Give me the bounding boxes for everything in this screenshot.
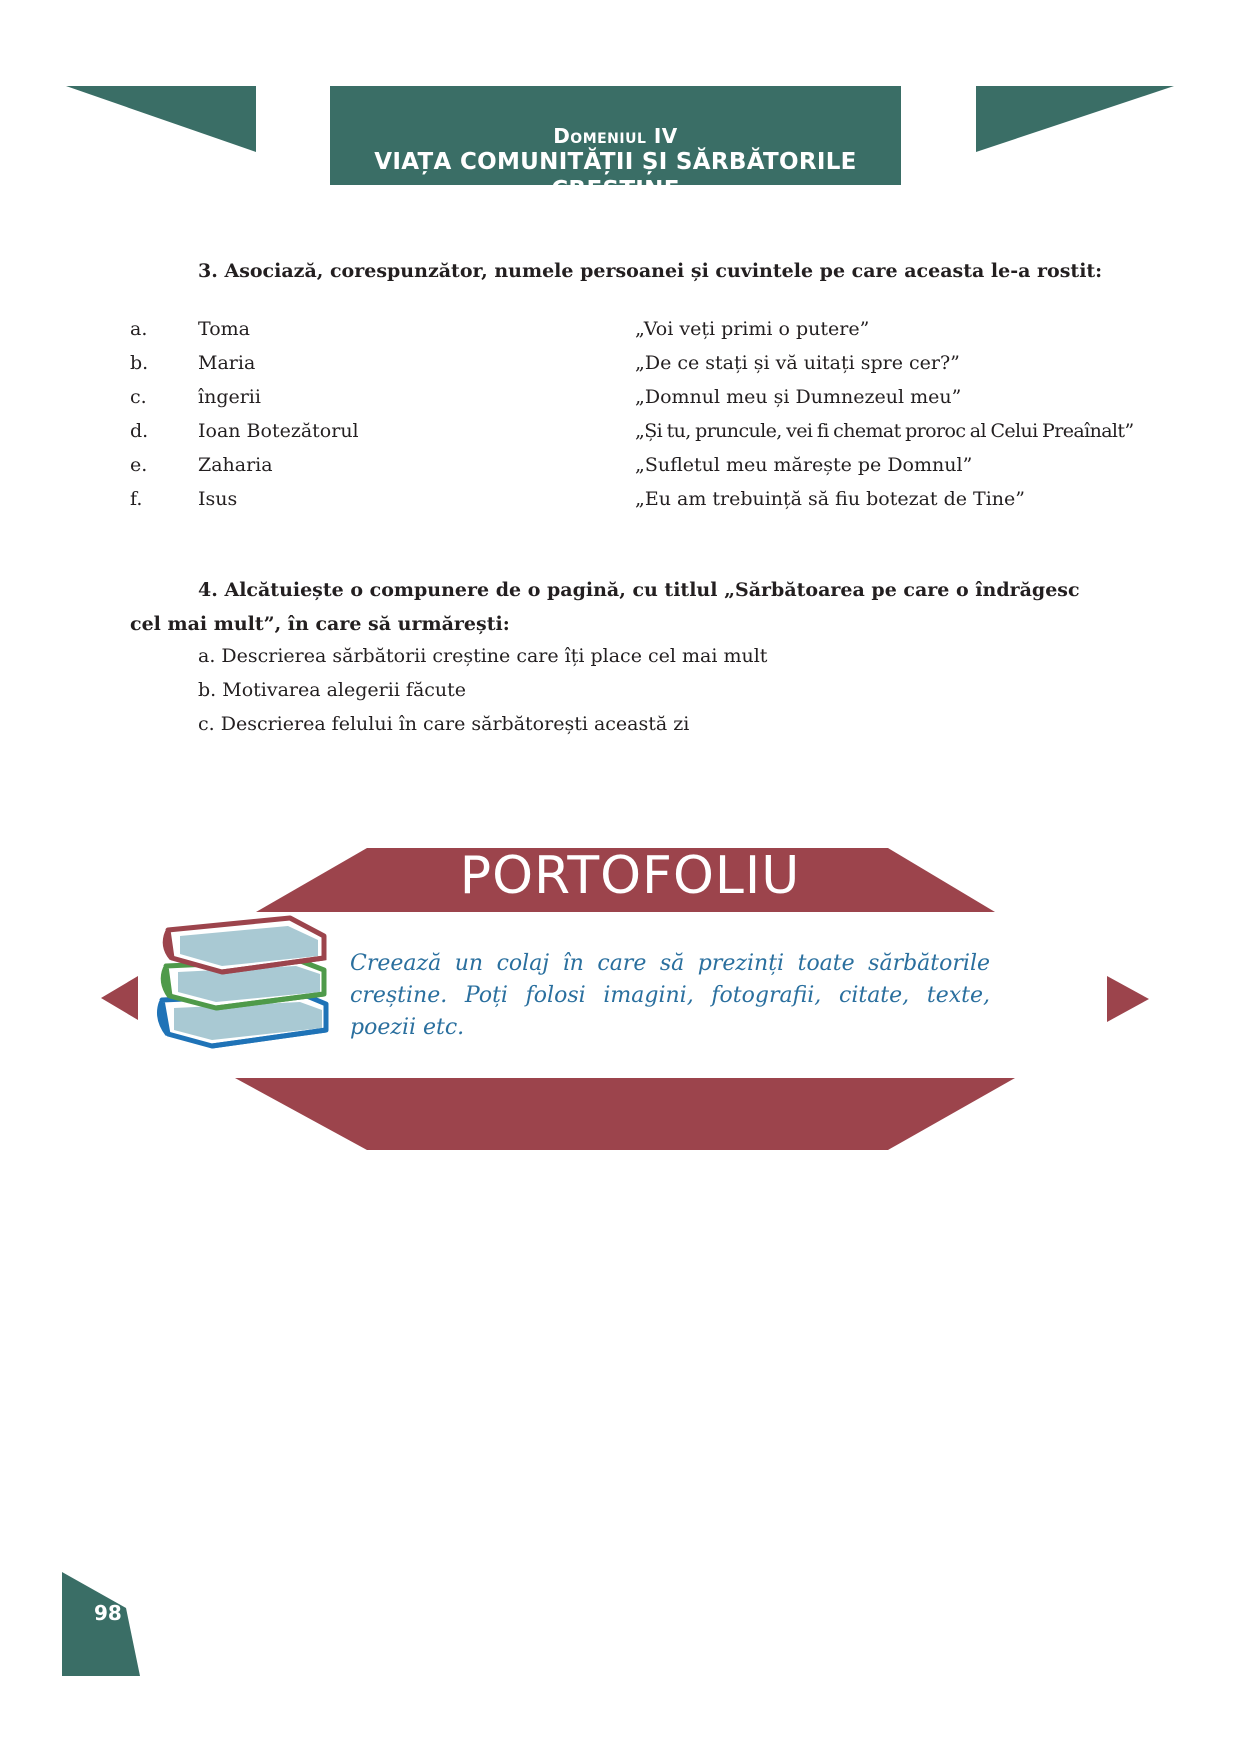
row-person: Maria [198,352,256,374]
portfolio-bottom-ribbon [235,1078,1015,1150]
arrow-right-icon [1107,976,1149,1022]
row-person: Isus [198,488,238,510]
row-person: îngerii [198,386,261,408]
page-number: 98 [94,1601,122,1625]
row-quote: „Și tu, pruncule, vei fi chemat proroc al Celui Preaînalt” [635,420,1134,442]
row-letter: d. [130,420,149,442]
books-stack-icon [160,918,326,1046]
domain-label: Domeniul IV [553,124,678,148]
row-person: Zaharia [198,454,273,476]
portfolio-text: Creează un colaj în care să prezinți toate sărbătorile creștine. Poți folosi imagini, fotografii, citate, texte, poezii etc. [350,951,990,1040]
row-person: Toma [198,318,250,340]
exercise-3-prompt: 3. Asociază, corespunzător, numele persoanei și cuvintele pe care aceasta le-a rostit: [198,260,1103,282]
row-quote: „Eu am trebuință să fiu botezat de Tine” [635,488,1026,510]
row-letter: b. [130,352,149,374]
row-letter: f. [130,488,143,510]
row-letter: a. [130,318,148,340]
row-person: Ioan Botezătorul [198,420,359,442]
exercise-4-item: a. Descrierea sărbătorii creștine care îți place cel mai mult [198,645,768,667]
exercise-4-item: b. Motivarea alegerii făcute [198,679,467,701]
row-quote: „Voi veți primi o putere” [635,318,870,340]
row-letter: e. [130,454,148,476]
exercise-4-item: c. Descrierea felului în care sărbătorești această zi [198,713,690,735]
portfolio-title: PORTOFOLIU [459,846,801,906]
row-letter: c. [130,386,147,408]
arrow-left-icon [101,976,138,1020]
exercise-4-prompt: 4. Alcătuiește o compunere de o pagină, cu titlul „Sărbătoarea pe care o îndrăgesc cel mai mult”, în care să urmărești: [130,579,1080,635]
row-quote: „De ce stați și vă uitați spre cer?” [635,352,960,374]
row-quote: „Sufletul meu mărește pe Domnul” [635,454,973,476]
row-quote: „Domnul meu și Dumnezeul meu” [635,386,962,408]
domain-title: VIAȚA COMUNITĂȚII ȘI SĂRBĂTORILE CREȘTINE [374,149,857,203]
